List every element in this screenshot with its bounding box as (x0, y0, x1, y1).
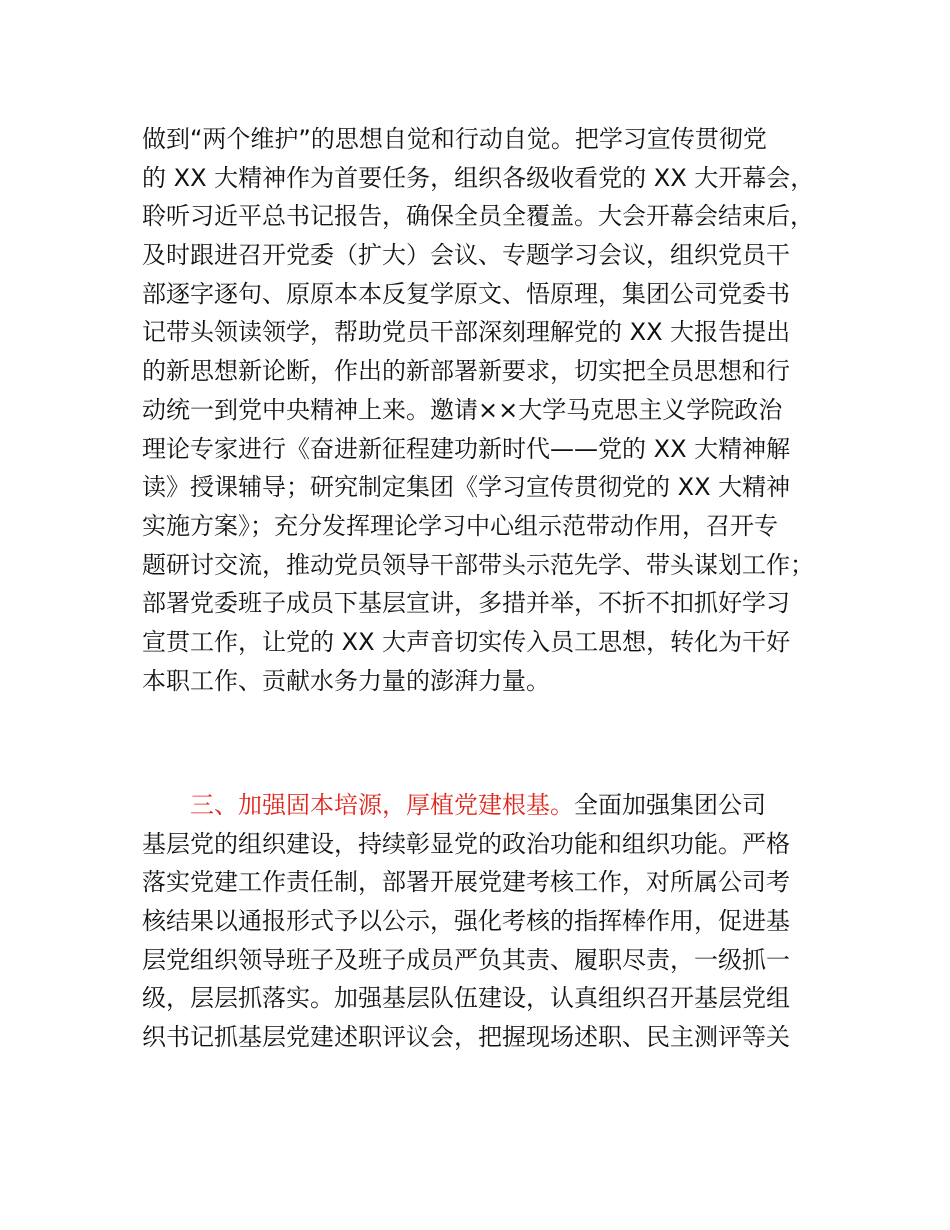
heading-line-rest: 全面加强集团公司 (574, 791, 766, 819)
text-line: 层党组织领导班子及班子成员严负其责、履职尽责，一级抓一 (142, 945, 790, 974)
text-line: 聆听习近平总书记报告，确保全员全覆盖。大会开幕会结束后， (142, 202, 814, 231)
section-heading: 三、加强固本培源，厚植党建根基。 (190, 791, 574, 819)
text-line: 做到“两个维护”的思想自觉和行动自觉。把学习宣传贯彻党 (142, 125, 767, 153)
text-line: 的新思想新论断，作出的新部署新要求，切实把全员思想和行 (142, 357, 790, 386)
text-line: 基层党的组织建设，持续彰显党的政治功能和组织功能。严格 (142, 829, 790, 858)
text-line: 部署党委班子成员下基层宣讲，多措并举，不折不扣抓好学习 (142, 589, 790, 618)
paragraph-1 (142, 120, 842, 700)
text-line: 宣贯工作，让党的 XX 大声音切实传入员工思想，转化为干好 (142, 627, 791, 656)
text-line: 级，层层抓落实。加强基层队伍建设，认真组织召开基层党组 (142, 984, 790, 1013)
text-line: 落实党建工作责任制，部署开展党建考核工作，对所属公司考 (142, 868, 790, 897)
text-line: 题研讨交流，推动党员领导干部带头示范先学、带头谋划工作； (142, 550, 814, 579)
text-line: 理论专家进行《奋进新征程建功新时代——党的 XX 大精神解 (142, 434, 791, 463)
text-line: 读》授课辅导；研究制定集团《学习宣传贯彻党的 XX 大精神 (142, 473, 791, 502)
text-line: 的 XX 大精神作为首要任务，组织各级收看党的 XX 大开幕会， (142, 163, 815, 192)
paragraph-2 (142, 786, 842, 1057)
text-line: 动统一到党中央精神上来。邀请××大学马克思主义学院政治 (142, 395, 783, 424)
paragraph-first-line (142, 786, 842, 825)
text-line: 核结果以通报形式予以公示，强化考核的指挥棒作用，促进基 (142, 907, 790, 936)
text-line: 织书记抓基层党建述职评议会，把握现场述职、民主测评等关 (142, 1023, 790, 1052)
text-line: 及时跟进召开党委（扩大）会议、专题学习会议，组织党员干 (142, 241, 790, 270)
text-line: 本职工作、贡献水务力量的澎湃力量。 (142, 666, 550, 695)
text-line: 实施方案》；充分发挥理论学习中心组示范带动作用，召开专 (142, 511, 778, 540)
text-line: 记带头领读领学，帮助党员干部深刻理解党的 XX 大报告提出 (142, 318, 791, 347)
text-line: 部逐字逐句、原原本本反复学原文、悟原理，集团公司党委书 (142, 279, 790, 308)
